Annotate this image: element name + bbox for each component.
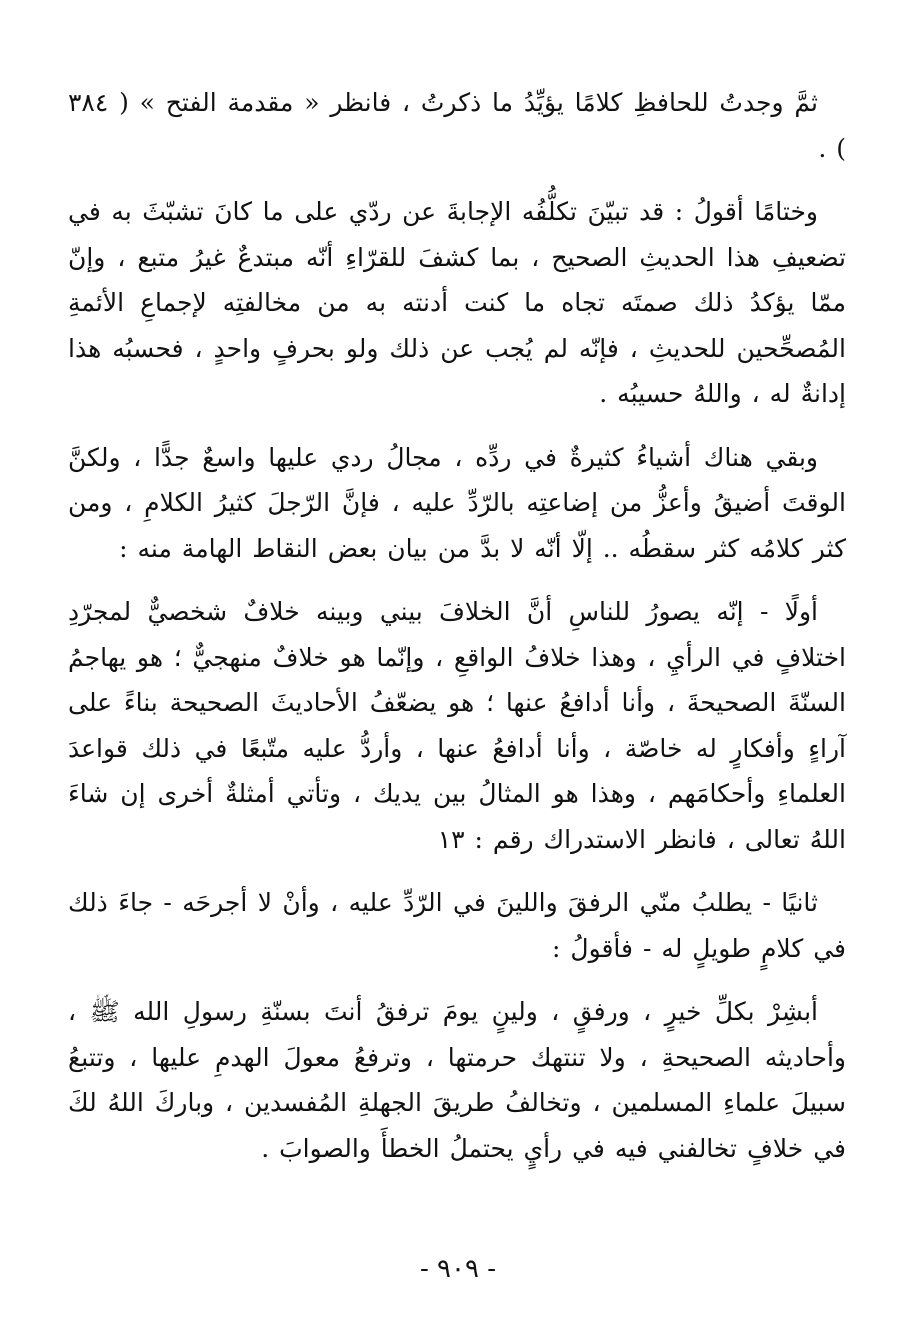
paragraph-conclusion: وختامًا أقولُ : قد تبيّنَ تكلُّفُه الإجابةَ عن ردّي على ما كانَ تشبّثَ به في تضعيفِ هذا الحديثِ الصحيح ، بما كشفَ للقرّاءِ أنّه مبتدعٌ غيرُ متبع ، وإنّ ممّا يؤكدُ ذلك صمتَه تجاه ما كنت أدنته به من مخالفتِه لإجماعِ الأئمةِ المُصحِّحين للحديثِ ، فإنّه لم يُجب عن ذلك ولو بحرفٍ واحدٍ ، فحسبُه هذا إدانةٌ له ، واللهُ حسيبُه . — [68, 197, 846, 408]
document-page — [68, 80, 846, 1189]
paragraph-point-one: أولًا - إنّه يصورُ للناسِ أنَّ الخلافَ بيني وبينه خلافٌ شخصيٌّ لمجرّدِ اختلافٍ في الرأيِ ، وهذا خلافُ الواقعِ ، وإنّما هو خلافٌ منهجيٌّ ؛ هو يهاجمُ السنّةَ الصحيحةَ ، وأنا أدافعُ عنها ؛ هو يضعّفُ الأحاديثَ الصحيحة بناءً على آراءٍ وأفكارٍ له خاصّة ، وأنا أدافعُ عنها ، وأردُّ عليه متّبعًا في ذلك قواعدَ العلماءِ وأحكامَهم ، وهذا هو المثالُ بين يديك ، وتأتي أمثلةٌ أخرى إن شاءَ اللهُ تعالى ، فانظر الاستدراك رقم : ١٣ — [68, 597, 846, 854]
paragraph-point-two: ثانيًا - يطلبُ منّي الرفقَ واللينَ في الرّدِّ عليه ، وأنْ لا أجرحَه - جاءَ ذلك في كلامٍ طويلٍ له - فأقولُ : — [68, 888, 846, 963]
paragraph-hafiz-note: ثمَّ وجدتُ للحافظِ كلامًا يؤيِّدُ ما ذكرتُ ، فانظر « مقدمة الفتح » ( ٣٨٤ ) . — [68, 88, 846, 163]
paragraph-reply: أبشِرْ بكلِّ خيرٍ ، ورفقٍ ، ولينٍ يومَ ترفقُ أنتَ بسنّةِ رسولِ الله ﷺ ، وأحاديثه الصحيحةِ ، ولا تنتهك حرمتها ، وترفعُ معولَ الهدمِ عليها ، وتتبعُ سبيلَ علماءِ المسلمين ، وتخالفُ طريقَ الجهلةِ المُفسدين ، وباركَ اللهُ لكَ في خلافٍ تخالفني فيه في رأيٍ يحتملُ الخطأَ والصوابَ . — [68, 997, 846, 1163]
paragraph-remaining-points: وبقي هناك أشياءُ كثيرةٌ في ردِّه ، مجالُ ردي عليها واسعٌ جدًّا ، ولكنَّ الوقتَ أضيقُ وأعزُّ من إضاعتِه بالرّدِّ عليه ، فإنَّ الرّجلَ كثيرُ الكلامِ ، ومن كثر كلامُه كثر سقطُه .. إلّا أنّه لا بدَّ من بيان بعض النقاط الهامة منه : — [68, 442, 846, 563]
page-number: - ٩٠٩ - — [419, 1254, 497, 1284]
